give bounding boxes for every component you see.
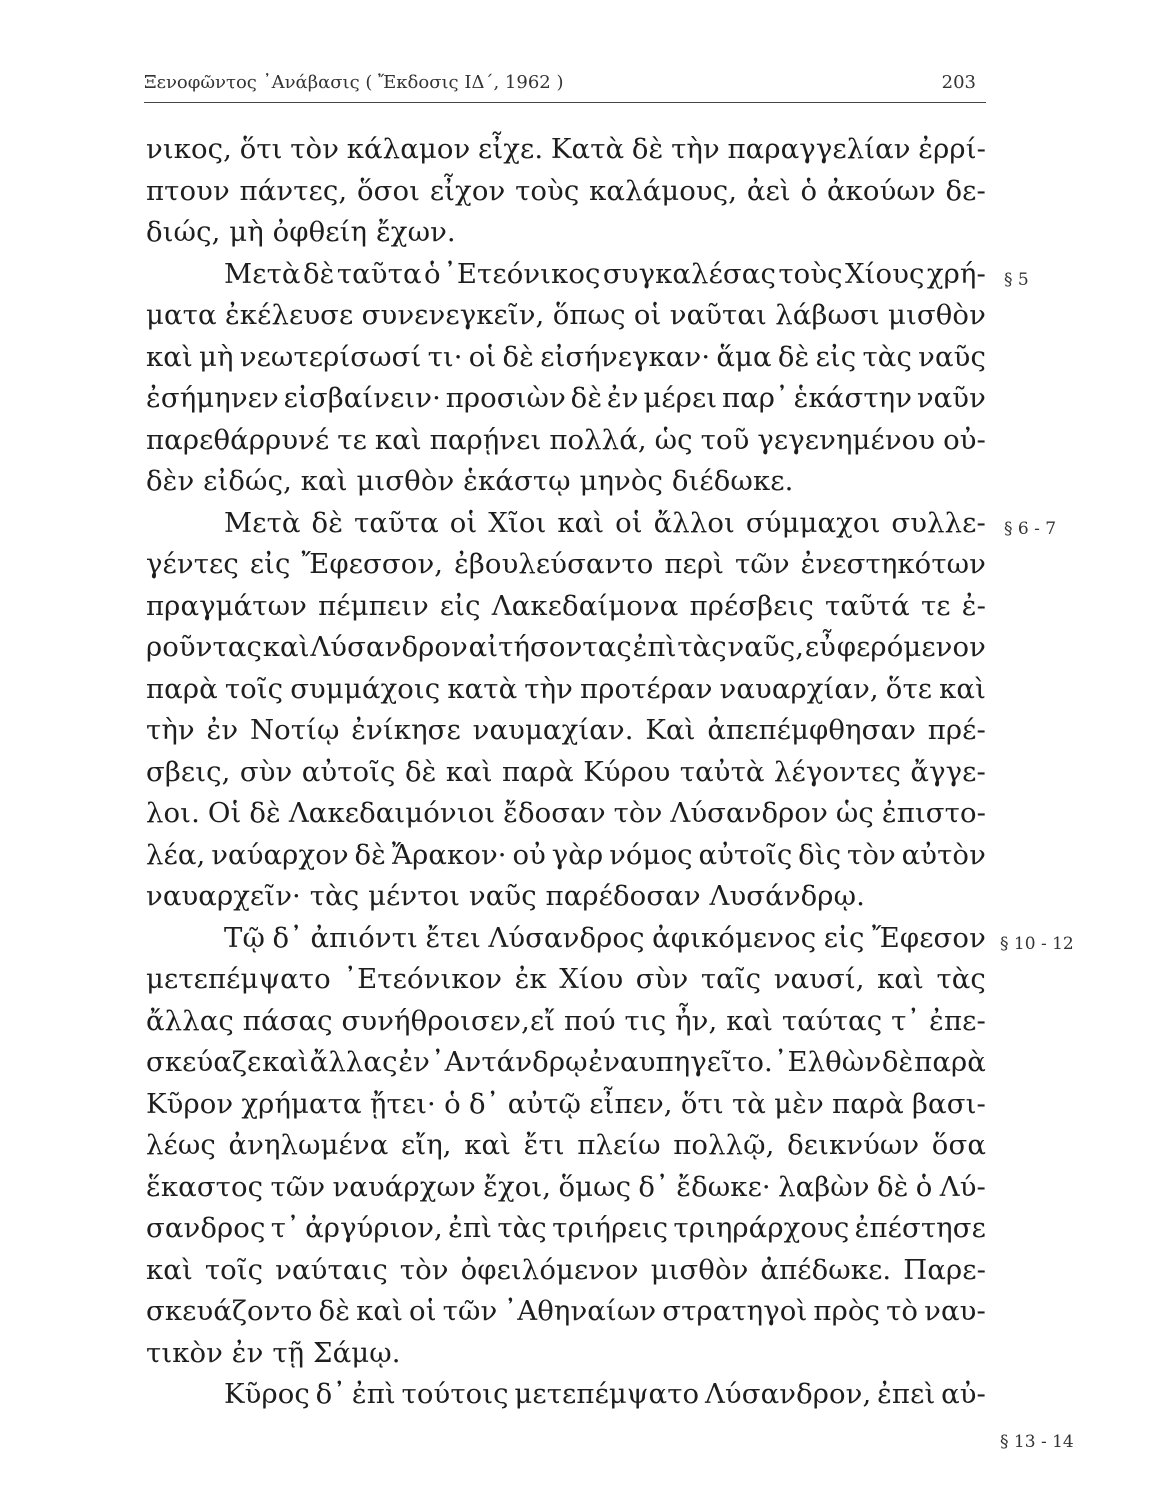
word: ἑκάστην: [793, 382, 913, 414]
text-line: [146, 1125, 986, 1167]
word: καὶ: [262, 631, 310, 663]
word: δὲ: [404, 755, 437, 788]
word: ἐπὶ: [351, 1378, 396, 1410]
word: ἐκέλευσε: [224, 299, 354, 331]
word: δε-: [945, 174, 986, 207]
word: αὐτῷ: [507, 1087, 582, 1120]
word: τὰς: [936, 963, 986, 995]
word: ἔχοι,: [483, 1170, 552, 1203]
word: ταύτας: [781, 1004, 883, 1037]
word: ἐ-: [961, 589, 986, 622]
word: καὶ: [877, 963, 924, 995]
word: τε: [337, 423, 367, 456]
word: Κύρου: [583, 755, 671, 788]
word: πολλῷ,: [673, 1129, 775, 1161]
word: καλάμους,: [589, 174, 738, 207]
text-line: [146, 1001, 986, 1043]
word: οἱ: [615, 506, 643, 539]
word: οἱ: [449, 506, 478, 539]
word: ροῦντας: [146, 631, 263, 663]
word: ναυαρχίαν,: [719, 672, 879, 705]
word: εἰς: [823, 921, 865, 954]
word: οὐ: [512, 838, 546, 871]
word: ναυάρχων: [332, 1170, 476, 1203]
word: τ᾽: [891, 1004, 921, 1037]
word: γέντες: [146, 548, 239, 580]
word: Χίου: [559, 963, 624, 995]
word: εἰς: [815, 340, 857, 373]
word: μισθὸν: [650, 1253, 749, 1286]
word: ᾿Αντάνδρῳ: [430, 1046, 588, 1078]
word: Μετὰ: [224, 506, 301, 539]
word: καὶ: [356, 1295, 403, 1327]
word: κατὰ: [447, 672, 518, 705]
word: χρή-: [926, 257, 986, 290]
word: προσιὼν: [445, 382, 566, 414]
word: ἕκαστος: [146, 1170, 264, 1203]
word: τὰ: [731, 1087, 766, 1120]
word: παρὰ: [914, 1046, 986, 1078]
word: συνήθροισεν,εἴ: [341, 1004, 556, 1037]
word: δ᾽: [638, 1170, 669, 1203]
word: ἐπιστο-: [881, 797, 986, 829]
word: ναῦν: [916, 382, 986, 414]
word: ὅπως: [552, 299, 626, 331]
word: ναύταις: [275, 1253, 388, 1286]
word: ἐσήμηνεν: [146, 382, 279, 414]
word: Χίους: [845, 257, 925, 290]
word: ματα: [146, 299, 217, 331]
word: τὸν: [399, 1253, 449, 1286]
text-line: [146, 627, 986, 669]
word: λαβὼν: [778, 1170, 870, 1203]
word: ναυμαχίαν.: [472, 714, 634, 746]
text-line: ναυαρχεῖν· τὰς μέντοι ναῦς παρέδοσαν Λυσάνδρῳ.: [146, 880, 865, 912]
word: τὸν: [613, 797, 663, 829]
text-line: [146, 378, 986, 420]
word: φερόμενον: [836, 631, 986, 663]
word: τ᾽: [270, 1212, 300, 1244]
word: Ἔφεσσον,: [301, 548, 444, 580]
word: τούτοις: [401, 1378, 509, 1410]
word: λοι.: [146, 797, 200, 829]
word: τῶν: [270, 1170, 326, 1203]
word: ἐν: [398, 1046, 430, 1078]
word: ναυ-: [924, 1295, 986, 1327]
word: Λακεδαιμόνιοι: [288, 797, 496, 829]
word: ὅτε: [885, 672, 933, 705]
word: ὡς: [835, 797, 874, 829]
word: ὀφειλόμενον: [460, 1253, 639, 1286]
word: τριηράρχους: [673, 1212, 850, 1244]
word: καὶ: [262, 1046, 309, 1078]
word: καὶ: [146, 340, 193, 373]
text-line: [146, 669, 986, 711]
text-line: [146, 793, 986, 835]
word: Οἱ: [207, 797, 242, 829]
word: Κῦρον: [146, 1087, 234, 1120]
word: οὐ-: [943, 423, 986, 456]
text-line: [146, 1042, 986, 1084]
word: ἔτι: [523, 1129, 565, 1161]
word: πάσας: [242, 1004, 333, 1037]
word: δὲ: [881, 1046, 914, 1078]
margin-note-section: § 13 - 14: [1000, 1432, 1074, 1452]
word: παρεθάρρυνέ: [146, 423, 330, 456]
word: καὶ: [464, 1129, 512, 1161]
text-line: [146, 295, 986, 337]
word: ἐπεὶ: [877, 1378, 936, 1410]
text-line: [146, 1208, 986, 1250]
word: τῶν: [442, 1295, 498, 1327]
word: νεωτερίσωσί: [239, 340, 422, 373]
word: παρὰ: [502, 755, 574, 788]
text-line: [146, 752, 986, 794]
word: αἰτήσοντας: [468, 631, 632, 663]
word: ταῦτα: [354, 506, 439, 539]
word: ταῖς: [700, 963, 762, 995]
word: πτουν: [146, 174, 230, 207]
word: παραγγελίαν: [727, 133, 911, 165]
word: ὅτι: [239, 133, 283, 165]
word: ἐπέστησε: [854, 1212, 986, 1244]
word: λέα,: [146, 838, 206, 871]
word: δὲ: [777, 340, 810, 373]
word: δὲ: [302, 257, 335, 290]
word: ἐν: [206, 714, 239, 746]
word: μὴ: [199, 340, 234, 373]
word: λέγοντες: [773, 755, 902, 788]
word: ἄλλας: [146, 1004, 234, 1037]
word: δ᾽: [272, 921, 303, 954]
text-line: [146, 503, 986, 545]
word: Τῷ: [224, 921, 265, 954]
word: ᾿Ετεόνικος: [443, 257, 601, 290]
text-line: δὲν εἰδώς, καὶ μισθὸν ἑκάστῳ μηνὸς διέδωκε.: [146, 465, 794, 497]
word: εἶχον: [429, 174, 506, 207]
word: ἐβουλεύσαντο: [454, 548, 654, 580]
word: μετεπέμψατο: [146, 963, 331, 995]
word: πρέ-: [927, 714, 986, 746]
word: τὰς: [677, 631, 727, 663]
word: ἄλλοι: [653, 506, 735, 539]
word: ὁ: [444, 1087, 461, 1120]
word: συγκαλέσας: [602, 257, 776, 290]
text-line: [146, 337, 986, 379]
word: ὁ: [800, 174, 818, 207]
word: δὲ: [311, 506, 344, 539]
word: δ᾽: [315, 1378, 347, 1410]
word: Λύ-: [939, 1170, 986, 1203]
word: εὖ: [804, 631, 836, 663]
word: σὺν: [239, 755, 293, 788]
word: τὸν: [290, 133, 340, 165]
word: αὐτοῖς: [301, 755, 396, 788]
word: δὲ: [570, 382, 603, 414]
word: ἄλλας: [309, 1046, 398, 1078]
word: σκευάζοντο: [146, 1295, 313, 1327]
word: οἱ: [633, 299, 662, 331]
word: δ᾽: [468, 1087, 500, 1120]
word: χρήματα: [241, 1087, 362, 1120]
word: σύμμαχοι: [745, 506, 881, 539]
word: πολλά,: [549, 423, 647, 456]
word: οἱ: [468, 340, 497, 373]
word: Λακεδαίμονα: [491, 589, 679, 622]
word: νόμος: [609, 838, 693, 871]
word: τοῖς: [224, 672, 284, 705]
word: βασι-: [912, 1087, 986, 1120]
word: ὅσα: [931, 1129, 986, 1161]
word: παρὰ: [832, 1087, 904, 1120]
word: ἦν,: [675, 1004, 718, 1037]
word: ἀφικόμενος: [652, 921, 817, 954]
word: ναῦται: [669, 299, 767, 331]
word: τὴν: [671, 133, 720, 165]
word: καὶ: [939, 672, 986, 705]
word: καὶ: [445, 755, 493, 788]
word: μετεπέμψατο: [514, 1378, 700, 1410]
word: εἰς: [439, 589, 481, 622]
word: εἴη,: [400, 1129, 452, 1161]
word: δὲ: [354, 838, 387, 871]
word: παρὰ: [146, 672, 218, 705]
word: ἐν: [606, 382, 639, 414]
word: καὶ: [557, 506, 605, 539]
word: τοῖς: [204, 1253, 264, 1286]
word: ἀπέδωκε.: [760, 1253, 892, 1286]
word: πρὸς: [813, 1295, 881, 1327]
word: δὲ: [631, 133, 664, 165]
word: παρ᾽: [721, 382, 789, 414]
word: ἅμα: [716, 340, 772, 373]
word: κάλαμον: [346, 133, 471, 165]
word: Χῖοι: [488, 506, 547, 539]
word: αὐτοῖς: [698, 838, 793, 871]
word: ἔδοσαν: [503, 797, 606, 829]
text-line: [146, 918, 986, 960]
text-line: [146, 1084, 986, 1126]
word: δεικνύων: [787, 1129, 920, 1161]
word: πάντες,: [239, 174, 348, 207]
word: περὶ: [664, 548, 725, 580]
word: καὶ: [146, 1253, 193, 1286]
word: τὰς: [497, 1212, 547, 1244]
word: τι·: [427, 340, 463, 373]
word: Καὶ: [645, 714, 696, 746]
word: ἐπὶ: [632, 631, 677, 663]
word: Κατὰ: [550, 133, 625, 165]
word: πραγμάτων: [146, 589, 307, 622]
word: ὅτι: [680, 1087, 724, 1120]
text-line: [146, 1374, 986, 1416]
text-line: [146, 171, 986, 213]
word: ταῦτά: [825, 589, 910, 622]
word: εἰσήνεγκαν·: [540, 340, 711, 373]
word: καὶ: [726, 1004, 774, 1037]
word: Νοτίῳ: [249, 714, 340, 746]
margin-note-section: § 5: [1004, 270, 1029, 290]
text-line: τικὸν ἐν τῇ Σάμῳ.: [146, 1336, 401, 1369]
word: ναυσί,: [773, 963, 865, 995]
word: ναῦς: [918, 340, 986, 373]
word: τὰς: [862, 340, 912, 373]
word: ναῦς,: [727, 631, 805, 663]
word: πέμπειν: [318, 589, 429, 622]
word: Λύσανδρον,: [704, 1378, 872, 1410]
word: ἀνηλωμένα: [228, 1129, 389, 1161]
word: ἐρρί-: [918, 133, 986, 165]
word: ἀκούων: [826, 174, 936, 207]
word: αὐ-: [941, 1378, 986, 1410]
word: αὐτὸν: [901, 838, 986, 871]
word: σανδρος: [146, 1212, 266, 1244]
word: ὅμως: [558, 1170, 632, 1203]
word: συνενεγκεῖν,: [361, 299, 545, 331]
word: πλείω: [577, 1129, 661, 1161]
word: τῶν: [735, 548, 790, 580]
text-line: [146, 959, 986, 1001]
word: ἐπὶ: [448, 1212, 493, 1244]
word: ᾿Ελθὼν: [773, 1046, 882, 1078]
word: στρατηγοὶ: [662, 1295, 808, 1327]
text-line: [146, 420, 986, 462]
word: ὁ: [915, 1170, 933, 1203]
word: τὴν: [524, 672, 573, 705]
word: καὶ: [374, 423, 422, 456]
word: δὲ: [249, 797, 281, 829]
running-head-title: Ξενοφῶντος ᾿Ανάβασις ( Ἔκδοσις ΙΔ΄, 1962 ): [144, 72, 564, 93]
word: ᾿Ετεόνικον: [343, 963, 503, 995]
word: τε: [920, 589, 951, 622]
word: ἀεὶ: [746, 174, 791, 207]
word: παρῄνει: [429, 423, 542, 456]
word: Λύσανδρον: [670, 797, 828, 829]
word: δὲ: [876, 1170, 909, 1203]
word: ἔδωκε·: [676, 1170, 771, 1203]
word: οἱ: [409, 1295, 437, 1327]
text-line: [146, 1250, 986, 1292]
word: τὴν: [146, 714, 195, 746]
word: ᾔτει·: [369, 1087, 436, 1120]
word: Κῦρος: [224, 1378, 310, 1410]
word: γεγενημένου: [757, 423, 936, 456]
margin-note-section: § 10 - 12: [1000, 934, 1074, 954]
margin-note-section: § 6 - 7: [1004, 519, 1057, 539]
word: τριήρεις: [552, 1212, 669, 1244]
word: προτέραν: [580, 672, 713, 705]
word: ἐνίκησε: [351, 714, 461, 746]
word: ἄγγε-: [910, 755, 986, 788]
word: ἀπιόντι: [310, 921, 418, 954]
word: τις: [624, 1004, 667, 1037]
text-line: [146, 254, 986, 296]
word: ὡς: [654, 423, 693, 456]
word: ἀργύριον,: [305, 1212, 443, 1244]
text-line: [146, 835, 986, 877]
word: λέως: [146, 1129, 216, 1161]
word: σκεύαζε: [146, 1046, 262, 1078]
text-line: [146, 544, 986, 586]
text-line: [146, 129, 986, 171]
word: δὲ: [318, 1295, 351, 1327]
word: πού: [564, 1004, 616, 1037]
word: τὸν: [847, 838, 896, 871]
body-text: [146, 129, 986, 1416]
word: νικος,: [146, 133, 232, 165]
word: ὅσοι: [356, 174, 421, 207]
word: συμμάχοις: [290, 672, 441, 705]
word: τὸ: [886, 1295, 919, 1327]
word: εἰσβαίνειν·: [283, 382, 441, 414]
word: εἶπεν,: [589, 1087, 673, 1120]
running-head: [144, 70, 986, 103]
text-line: [146, 1291, 986, 1333]
text-line: διώς, μὴ ὀφθείη ἔχων.: [146, 216, 456, 248]
word: εἶχε.: [478, 133, 544, 165]
word: ἐπε-: [929, 1004, 986, 1037]
word: μισθὸν: [888, 299, 986, 331]
word: ναύαρχον: [211, 838, 349, 871]
word: συλλε-: [891, 506, 986, 539]
text-line: [146, 586, 986, 628]
word: λάβωσι: [775, 299, 880, 331]
word: ταῦτα: [336, 257, 422, 290]
word: ἐναυπηγεῖτο.: [588, 1046, 773, 1078]
word: ᾿Αθηναίων: [503, 1295, 657, 1327]
word: Λύσανδρον: [310, 631, 468, 663]
word: Ἄρακον·: [391, 838, 507, 871]
text-line: [146, 1167, 986, 1209]
word: ἐκ: [514, 963, 547, 995]
word: πρέσβεις: [689, 589, 814, 622]
word: ἀπεπέμφθησαν: [707, 714, 916, 746]
page-number: 203: [941, 72, 976, 93]
word: Μετὰ: [224, 257, 301, 290]
word: ὁ: [423, 257, 441, 290]
word: σὺν: [635, 963, 689, 995]
word: Παρε-: [903, 1253, 986, 1286]
word: τοῦ: [700, 423, 750, 456]
word: Ἔφεσον: [872, 921, 986, 954]
word: μέρει: [643, 382, 718, 414]
word: ἔτει: [425, 921, 481, 954]
word: μὲν: [774, 1087, 824, 1120]
word: Λύσανδρος: [488, 921, 645, 954]
word: τοὺς: [515, 174, 580, 207]
word: σβεις,: [146, 755, 231, 788]
word: ἐνεστηκότων: [800, 548, 986, 580]
word: δὲ: [502, 340, 535, 373]
word: δὶς: [798, 838, 842, 871]
word: τοὺς: [778, 257, 843, 290]
word: ταὐτὰ: [679, 755, 765, 788]
text-line: [146, 710, 986, 752]
word: γὰρ: [551, 838, 604, 871]
word: εἰς: [249, 548, 291, 580]
